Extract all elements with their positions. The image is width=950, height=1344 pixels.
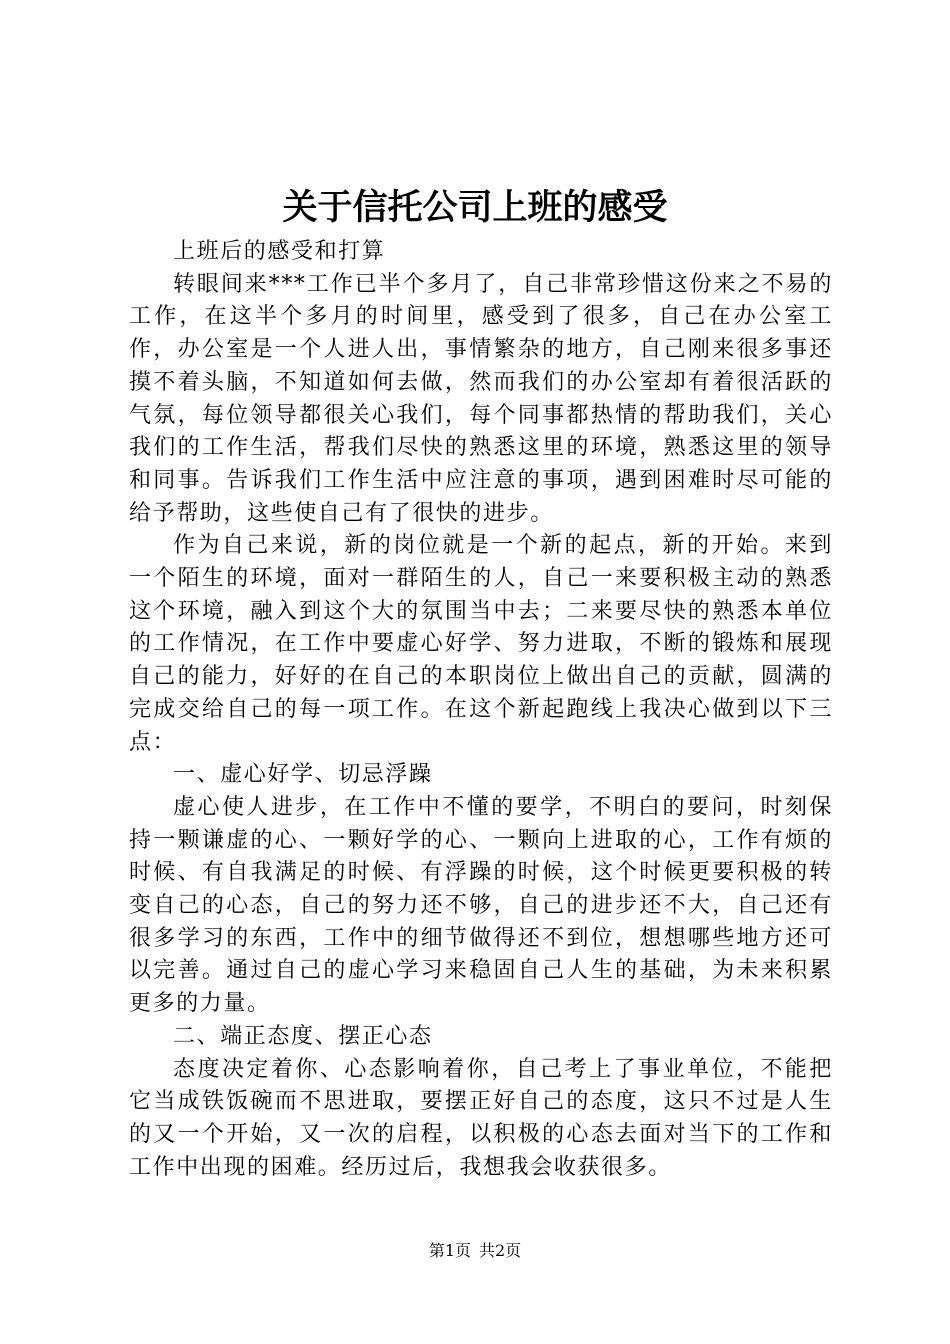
paragraph-intro: 转眼间来***工作已半个多月了，自己非常珍惜这份来之不易的工作，在这半个多月的时间里，感受到了很多，自己在办公室工作，办公室是一个人进人出，事情繁杂的地方，自己刚来很多事还摸不着头脑，不知道如何去做，然而我们的办公室却有着很活跃的气氛，每位领导都很关心我们，每个同事都热情的帮助我们，关心我们的工作生活，帮我们尽快的熟悉这里的环境，熟悉这里的领导和同事。告诉我们工作生活中应注意的事项，遇到困难时尽可能的给予帮助，这些使自己有了很快的进步。 [129, 271, 833, 526]
page-total: 共2页 [479, 1241, 522, 1260]
section-text-1: 虚心使人进步，在工作中不懂的要学，不明白的要问，时刻保持一颗谦虚的心、一颗好学的心、一颗向上进取的心，工作有烦的时候、有自我满足的时候、有浮躁的时候，这个时候更要积极的转变自己的心态，自己的努力还不够，自己的进步还不大，自己还有很多学习的东西，工作中的细节做得还不到位，想想哪些地方还可以完善。通过自己的虚心学习来稳固自己人生的基础，为未来积累更多的力量。 [129, 794, 833, 1017]
document-body [129, 236, 833, 1184]
section-heading-1: 一、虚心好学、切忌浮躁 [173, 762, 433, 788]
paragraph-resolution: 作为自己来说，新的岗位就是一个新的起点，新的开始。来到一个陌生的环境，面对一群陌生的人，自己一来要积极主动的熟悉这个环境，融入到这个大的氛围当中去；二来要尽快的熟悉本单位的工作情况，在工作中要虚心好学、努力进取，不断的锻炼和展现自己的能力，好好的在自己的本职岗位上做出自己的贡献，圆满的完成交给自己的每一项工作。在这个新起跑线上我决心做到以下三点： [129, 533, 833, 755]
section-heading-2: 二、端正态度、摆正心态 [173, 1023, 433, 1049]
page-footer [0, 1240, 950, 1262]
document-subtitle: 上班后的感受和打算 [173, 239, 386, 264]
document-title: 关于信托公司上班的感受 [282, 187, 668, 228]
page-number: 第1页 [428, 1241, 471, 1260]
section-text-2: 态度决定着你、心态影响着你，自己考上了事业单位，不能把它当成铁饭碗而不思进取，要摆正好自己的态度，这只不过是人生的又一个开始，又一次的启程，以积极的心态去面对当下的工作和工作中出现的困难。经历过后，我想我会收获很多。 [129, 1056, 833, 1180]
